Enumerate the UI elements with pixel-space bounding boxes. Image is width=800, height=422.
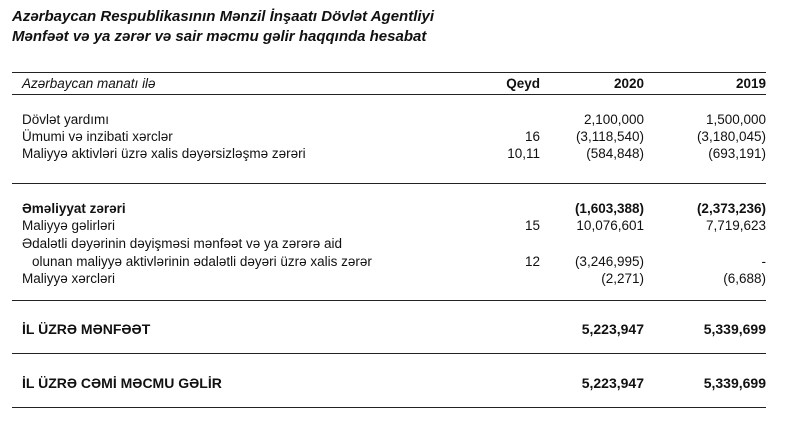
row-value-2020: 5,223,947 [581,375,644,391]
row-label: Maliyyə aktivləri üzrə xalis dəyərsizləşmə zərəri [22,146,306,161]
table-row [12,254,766,270]
row-value-2019: (6,688) [723,271,766,286]
row-value-2020: (2,271) [601,271,644,286]
row-value-2019: (693,191) [708,146,766,161]
row-label: olunan maliyyə aktivlərinin ədalətli dəyəri üzrə xalis zərər [32,254,372,269]
row-label: Dövlət yardımı [22,112,110,127]
table-row [12,112,766,128]
section-rule [12,300,766,301]
note-column-header: Qeyd [506,76,540,91]
table-row [12,129,766,145]
row-value-2019: 7,719,623 [705,218,766,233]
row-value-2020: 5,223,947 [581,321,644,337]
row-value-2019: 1,500,000 [705,112,766,127]
row-value-2020: 2,100,000 [583,112,644,127]
table-row-operating-loss [12,201,766,217]
currency-label: Azərbaycan manatı ilə [22,76,156,91]
table-header [12,76,766,92]
row-value-2020: 10,076,601 [576,218,644,233]
row-note: 15 [524,218,540,233]
row-label: İL ÜZRƏ CƏMİ MƏCMU GƏLİR [22,375,222,391]
row-note: 10,11 [507,146,540,161]
row-label: Ədalətli dəyərinin dəyişməsi mənfəət və ya zərərə aid [22,236,343,251]
row-label: İL ÜZRƏ MƏNFƏƏT [22,321,151,337]
row-value-2020: (1,603,388) [574,201,644,216]
row-note: 12 [524,254,540,269]
year-2020-header: 2020 [613,76,644,91]
report-statement-title: Mənfəət və ya zərər və sair məcmu gəlir haqqında hesabat [12,28,427,45]
row-value-2019: (2,373,236) [696,201,766,216]
row-label: Əməliyyat zərəri [22,201,126,216]
table-row [12,271,766,287]
row-label: Maliyyə gəlirləri [22,218,116,233]
header-bottom-rule [12,94,766,95]
year-2019-header: 2019 [735,76,766,91]
row-label: Ümumi və inzibati xərclər [22,129,173,144]
row-label: Maliyyə xərcləri [22,271,116,286]
table-row [12,218,766,234]
row-value-2020: (3,246,995) [574,254,644,269]
profit-for-year-row [12,321,766,337]
report-entity-title: Azərbaycan Respublikasının Mənzil İnşaatı Dövlət Agentliyi [12,8,435,25]
header-top-rule [12,72,766,73]
row-value-2020: (3,118,540) [575,129,644,144]
row-value-2019: (3,180,045) [696,129,766,144]
row-note: 16 [524,129,540,144]
table-row [12,146,766,162]
table-bottom-rule [12,407,766,408]
section-rule [12,183,766,184]
table-row [12,236,766,252]
row-value-2019: - [761,254,766,269]
total-comprehensive-income-row [12,375,766,391]
row-value-2020: (584,848) [586,146,644,161]
row-value-2019: 5,339,699 [703,321,766,337]
row-value-2019: 5,339,699 [703,375,766,391]
section-rule [12,353,766,354]
